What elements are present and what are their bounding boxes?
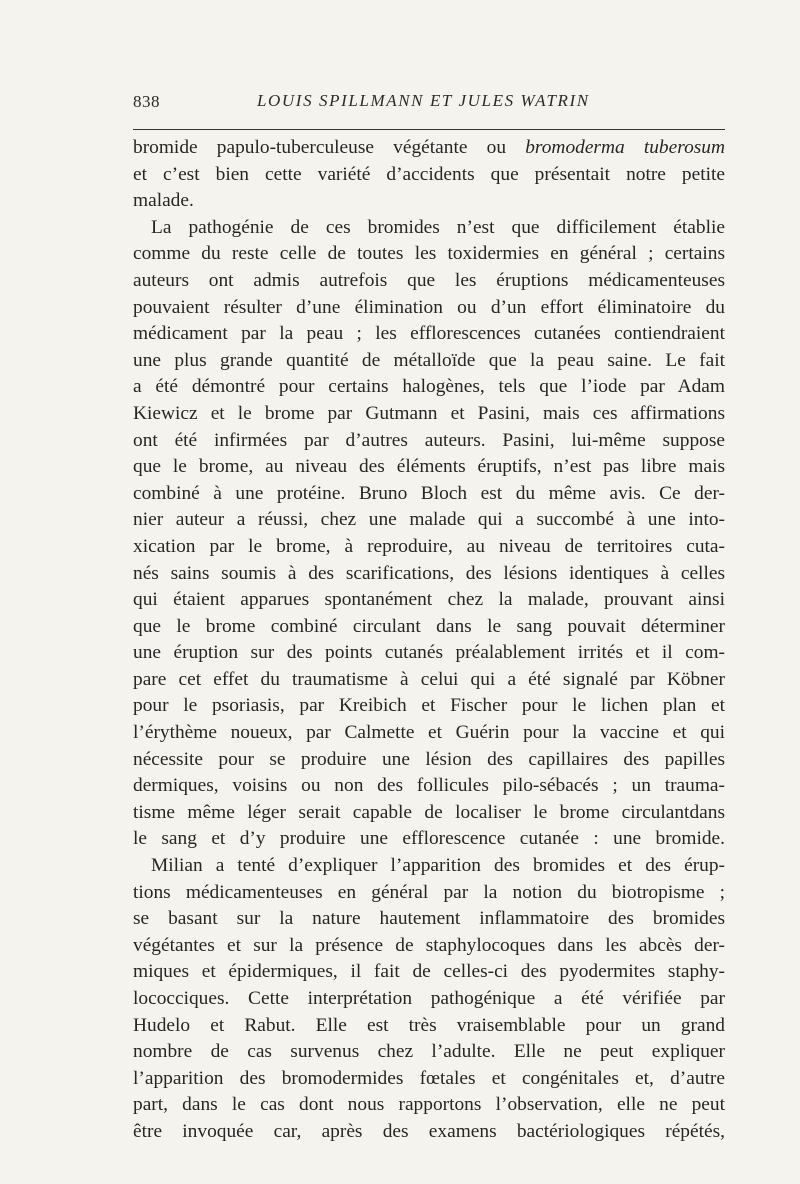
text-line-content: nombre de cas survenus chez l’adulte. Elle ne peut expliquer <box>133 1041 725 1063</box>
text-line-content: combiné à une protéine. Bruno Bloch est du même avis. Ce der- <box>133 482 725 504</box>
text-line-content: auteurs ont admis autrefois que les éruptions médicamenteuses <box>133 269 725 291</box>
text-line <box>133 587 725 614</box>
text-line-content: se basant sur la nature hautement inflammatoire des bromides <box>133 908 725 930</box>
text-line <box>133 348 725 375</box>
text-line <box>133 986 725 1013</box>
text-line <box>133 1013 725 1040</box>
text-line <box>133 1119 725 1146</box>
text-line <box>133 880 725 907</box>
text-line-content: malade. <box>133 190 194 212</box>
text-line-content: le sang et d’y produire une efflorescence cutanée : une bromide. <box>133 828 725 850</box>
text-line-content: dermiques, voisins ou non des follicules pilo-sébacés ; un trauma- <box>133 775 725 797</box>
text-line <box>133 800 725 827</box>
text-line-content: La pathogénie de ces bromides n’est que difficilement établie <box>151 216 725 238</box>
header-rule <box>133 129 725 130</box>
text-line <box>133 374 725 401</box>
text-line-content: comme du reste celle de toutes les toxidermies en général ; certains <box>133 243 725 265</box>
text-line <box>133 135 725 162</box>
text-line-content: pour le psoriasis, par Kreibich et Fischer pour le lichen plan et <box>133 695 725 717</box>
text-line <box>133 1066 725 1093</box>
text-line <box>133 534 725 561</box>
text-line-content: l’érythème noueux, par Calmette et Guérin pour la vaccine et qui <box>133 722 725 744</box>
text-line-content: Kiewicz et le brome par Gutmann et Pasini, mais ces affirmations <box>133 402 725 424</box>
text-line-content: une éruption sur des points cutanés préalablement irrités et il com- <box>133 642 725 664</box>
text-line <box>133 747 725 774</box>
text-line-content: xication par le brome, à reproduire, au niveau de territoires cuta- <box>133 535 725 557</box>
text-line <box>133 268 725 295</box>
text-line <box>133 906 725 933</box>
text-line <box>133 720 725 747</box>
text-line-content: pouvaient résulter d’une élimination ou d’un effort éliminatoire du <box>133 296 725 318</box>
text-line <box>133 1092 725 1119</box>
text-line-content: végétantes et sur la présence de staphylocoques dans les abcès der- <box>133 934 725 956</box>
text-line-content: tions médicamenteuses en général par la notion du biotropisme ; <box>133 881 725 903</box>
text-line <box>133 481 725 508</box>
text-line <box>133 933 725 960</box>
text-line-content: a été démontré pour certains halogènes, tels que l’iode par Adam <box>133 376 725 398</box>
text-line <box>133 561 725 588</box>
text-line <box>133 853 725 880</box>
text-line <box>133 188 725 215</box>
text-line-content: part, dans le cas dont nous rapportons l’observation, elle ne peut <box>133 1094 725 1116</box>
text-line-content: que le brome, au niveau des éléments éruptifs, n’est pas libre mais <box>133 456 725 478</box>
text-line <box>133 428 725 455</box>
text-line <box>133 295 725 322</box>
text-line-content: bromide papulo-tuberculeuse végétante ou <box>133 137 526 158</box>
text-line-content: Milian a tenté d’expliquer l’apparition des bromides et des érup- <box>151 855 725 877</box>
text-line-content: pare cet effet du traumatisme à celui qui a été signalé par Köbner <box>133 668 725 690</box>
text-line-content: médicament par la peau ; les efflorescences cutanées contiendraient <box>133 323 725 345</box>
text-line <box>133 401 725 428</box>
text-line-content: nés sains soumis à des scarifications, des lésions identiques à celles <box>133 562 725 584</box>
text-line-content: et c’est bien cette variété d’accidents que présentait notre petite <box>133 163 725 185</box>
text-line <box>133 507 725 534</box>
text-line-content: qui étaient apparues spontanément chez la malade, prouvant ainsi <box>133 589 725 611</box>
text-line <box>133 773 725 800</box>
text-line-content: une plus grande quantité de métalloïde que la peau saine. Le fait <box>133 349 725 371</box>
text-line <box>133 215 725 242</box>
text-line-content: l’apparition des bromodermides fœtales et congénitales et, d’autre <box>133 1067 725 1089</box>
running-head: LOUIS SPILLMANN ET JULES WATRIN <box>257 91 590 110</box>
text-line <box>133 693 725 720</box>
text-line-content: nier auteur a réussi, chez une malade qui a succombé à une into- <box>133 509 725 531</box>
text-line <box>133 959 725 986</box>
text-line <box>133 321 725 348</box>
text-line-content: que le brome combiné circulant dans le sang pouvait déterminer <box>133 615 725 637</box>
text-line <box>133 640 725 667</box>
text-line-content: lococciques. Cette interprétation pathogénique a été vérifiée par <box>133 988 725 1009</box>
text-line <box>133 614 725 641</box>
text-line-content: miques et épidermiques, il fait de celles-ci des pyodermites staphy- <box>133 961 725 983</box>
page-header <box>133 88 726 116</box>
text-line <box>133 162 725 189</box>
text-line-content: tisme même léger serait capable de localiser le brome circulantdans <box>133 801 725 823</box>
italic-term: bromoderma tuberosum <box>525 137 725 158</box>
text-line-content: être invoquée car, après des examens bactériologiques répétés, <box>133 1120 725 1142</box>
text-line <box>133 241 725 268</box>
text-line <box>133 667 725 694</box>
text-line <box>133 826 725 853</box>
text-line-content: nécessite pour se produire une lésion des capillaires des papilles <box>133 748 725 770</box>
page-number: 838 <box>133 92 160 111</box>
text-line-content: Hudelo et Rabut. Elle est très vraisemblable pour un grand <box>133 1014 725 1036</box>
text-line-content: ont été infirmées par d’autres auteurs. Pasini, lui-même suppose <box>133 429 725 451</box>
text-line <box>133 454 725 481</box>
text-line <box>133 1039 725 1066</box>
body-text <box>133 135 725 1146</box>
